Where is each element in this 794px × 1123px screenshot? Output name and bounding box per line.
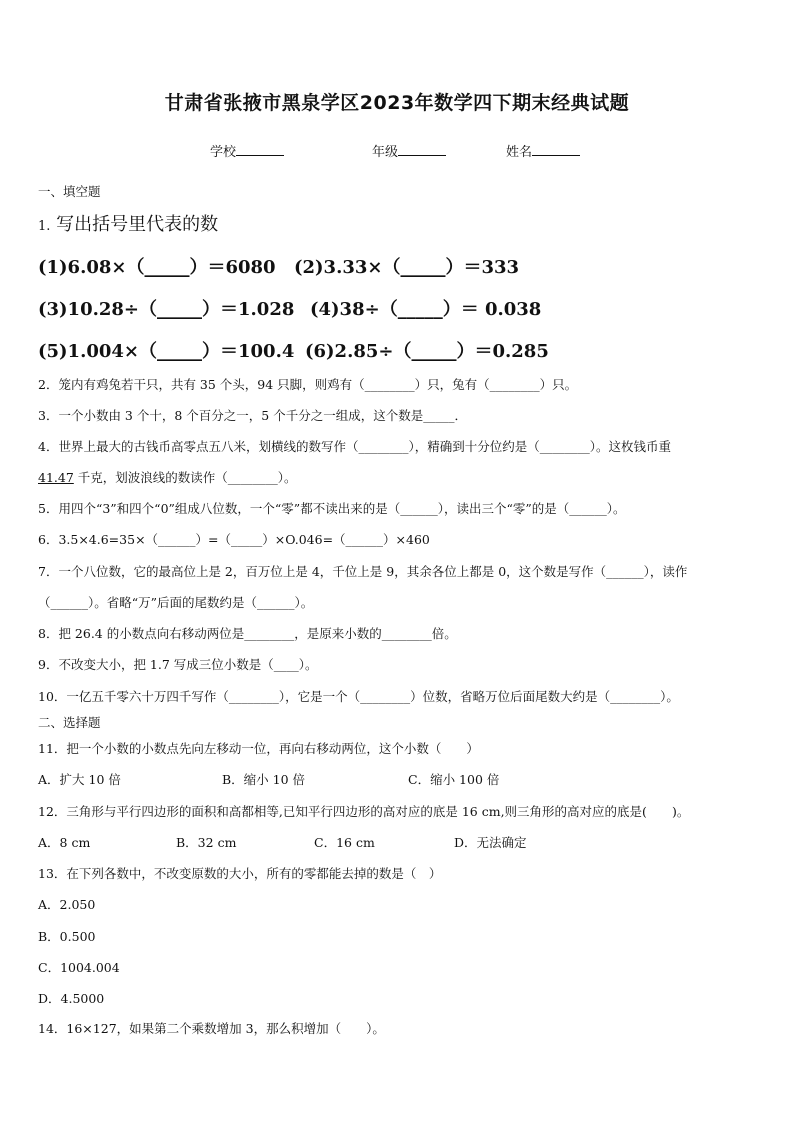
q13-option-b[interactable]: B．0.500 (38, 929, 96, 944)
q1-heading-text: 写出括号里代表的数 (56, 214, 219, 235)
question-3: 3．一个小数由 3 个十，8 个百分之一，5 个千分之一组成，这个数是_____． (38, 408, 467, 423)
name-field[interactable] (506, 141, 580, 160)
name-blank[interactable] (532, 142, 580, 156)
q1-item-2: (2)3.33×（_____）＝333 (294, 257, 520, 278)
question-13: 13．在下列各数中，不改变原数的大小，所有的零都能去掉的数是（ ） (38, 866, 442, 881)
question-8: 8．把 26.4 的小数点向右移动两位是________，是原来小数的________倍。 (38, 626, 457, 641)
question-10: 10．一亿五千零六十万四千写作（________），它是一个（________）位数，省略万位后面尾数大约是（________）。 (38, 689, 679, 704)
q12-option-b[interactable]: B．32 cm (176, 835, 237, 850)
school-label: 学校 (210, 145, 237, 160)
question-7-line-2: （______）。省略“万”后面的尾数约是（______）。 (38, 595, 314, 610)
section-choice-heading: 二、选择题 (38, 715, 101, 730)
question-9: 9．不改变大小，把 1.7 写成三位小数是（____）。 (38, 657, 318, 672)
question-11: 11．把一个小数的小数点先向左移动一位，再向右移动两位，这个小数（ ） (38, 741, 479, 756)
page-title: 甘肃省张掖市黑泉学区2023年数学四下期末经典试题 (164, 92, 630, 114)
question-14: 14．16×127，如果第二个乘数增加 3，那么积增加（ ）。 (38, 1021, 385, 1036)
q11-option-c[interactable]: C．缩小 100 倍 (408, 772, 500, 787)
q12-option-a[interactable]: A．8 cm (38, 835, 91, 850)
question-2: 2．笼内有鸡兔若干只，共有 35 个头，94 只脚，则鸡有（________）只，兔有（________）只。 (38, 377, 578, 392)
grade-field[interactable] (372, 141, 446, 160)
school-blank[interactable] (236, 142, 284, 156)
q1-heading (38, 210, 218, 236)
q13-option-c[interactable]: C．1004.004 (38, 960, 120, 975)
question-7-line-1: 7．一个八位数，它的最高位上是 2，百万位上是 4，千位上是 9，其余各位上都是 0，这个数是写作（______），读作 (38, 564, 688, 579)
grade-blank[interactable] (398, 142, 446, 156)
question-5: 5．用四个“3”和四个“0”组成八位数，一个“零”都不读出来的是（______），读出三个“零”的是（______）。 (38, 501, 626, 516)
q1-item-5: (5)1.004×（_____）＝100.4 (38, 341, 295, 362)
q13-option-d[interactable]: D．4.5000 (38, 991, 105, 1006)
question-4-line-1: 4．世界上最大的古钱币高零点五八米，划横线的数写作（________），精确到十分位约是（________）。这枚钱币重 (38, 439, 671, 454)
q1-item-4: (4)38÷（_____）＝ 0.038 (310, 299, 542, 320)
q4-line-2-text: 千克，划波浪线的数读作（________）。 (73, 470, 297, 485)
q1-number: 1. (38, 219, 51, 234)
question-4-line-2 (38, 468, 297, 486)
q1-item-3: (3)10.28÷（_____）＝1.028 (38, 299, 295, 320)
q4-underlined-number: 41.47 (38, 470, 74, 485)
q13-option-a[interactable]: A．2.050 (38, 897, 96, 912)
grade-label: 年级 (372, 145, 399, 160)
q1-item-6: (6)2.85÷（_____）＝0.285 (305, 341, 549, 362)
question-6: 6．3.5×4.6=35×（______）=（_____）×O.046=（______）×460 (38, 532, 430, 547)
question-12: 12．三角形与平行四边形的面积和高都相等,已知平行四边形的高对应的底是 16 cm,则三角形的高对应的底是( )。 (38, 804, 690, 819)
q12-option-c[interactable]: C．16 cm (314, 835, 375, 850)
q12-option-d[interactable]: D．无法确定 (454, 835, 527, 850)
section-fill-heading: 一、填空题 (38, 184, 101, 199)
q11-option-b[interactable]: B．缩小 10 倍 (222, 772, 306, 787)
name-label: 姓名 (506, 145, 533, 160)
q1-item-1: (1)6.08×（_____）＝6080 (38, 257, 276, 278)
school-field[interactable] (210, 141, 284, 160)
q11-option-a[interactable]: A．扩大 10 倍 (38, 772, 121, 787)
